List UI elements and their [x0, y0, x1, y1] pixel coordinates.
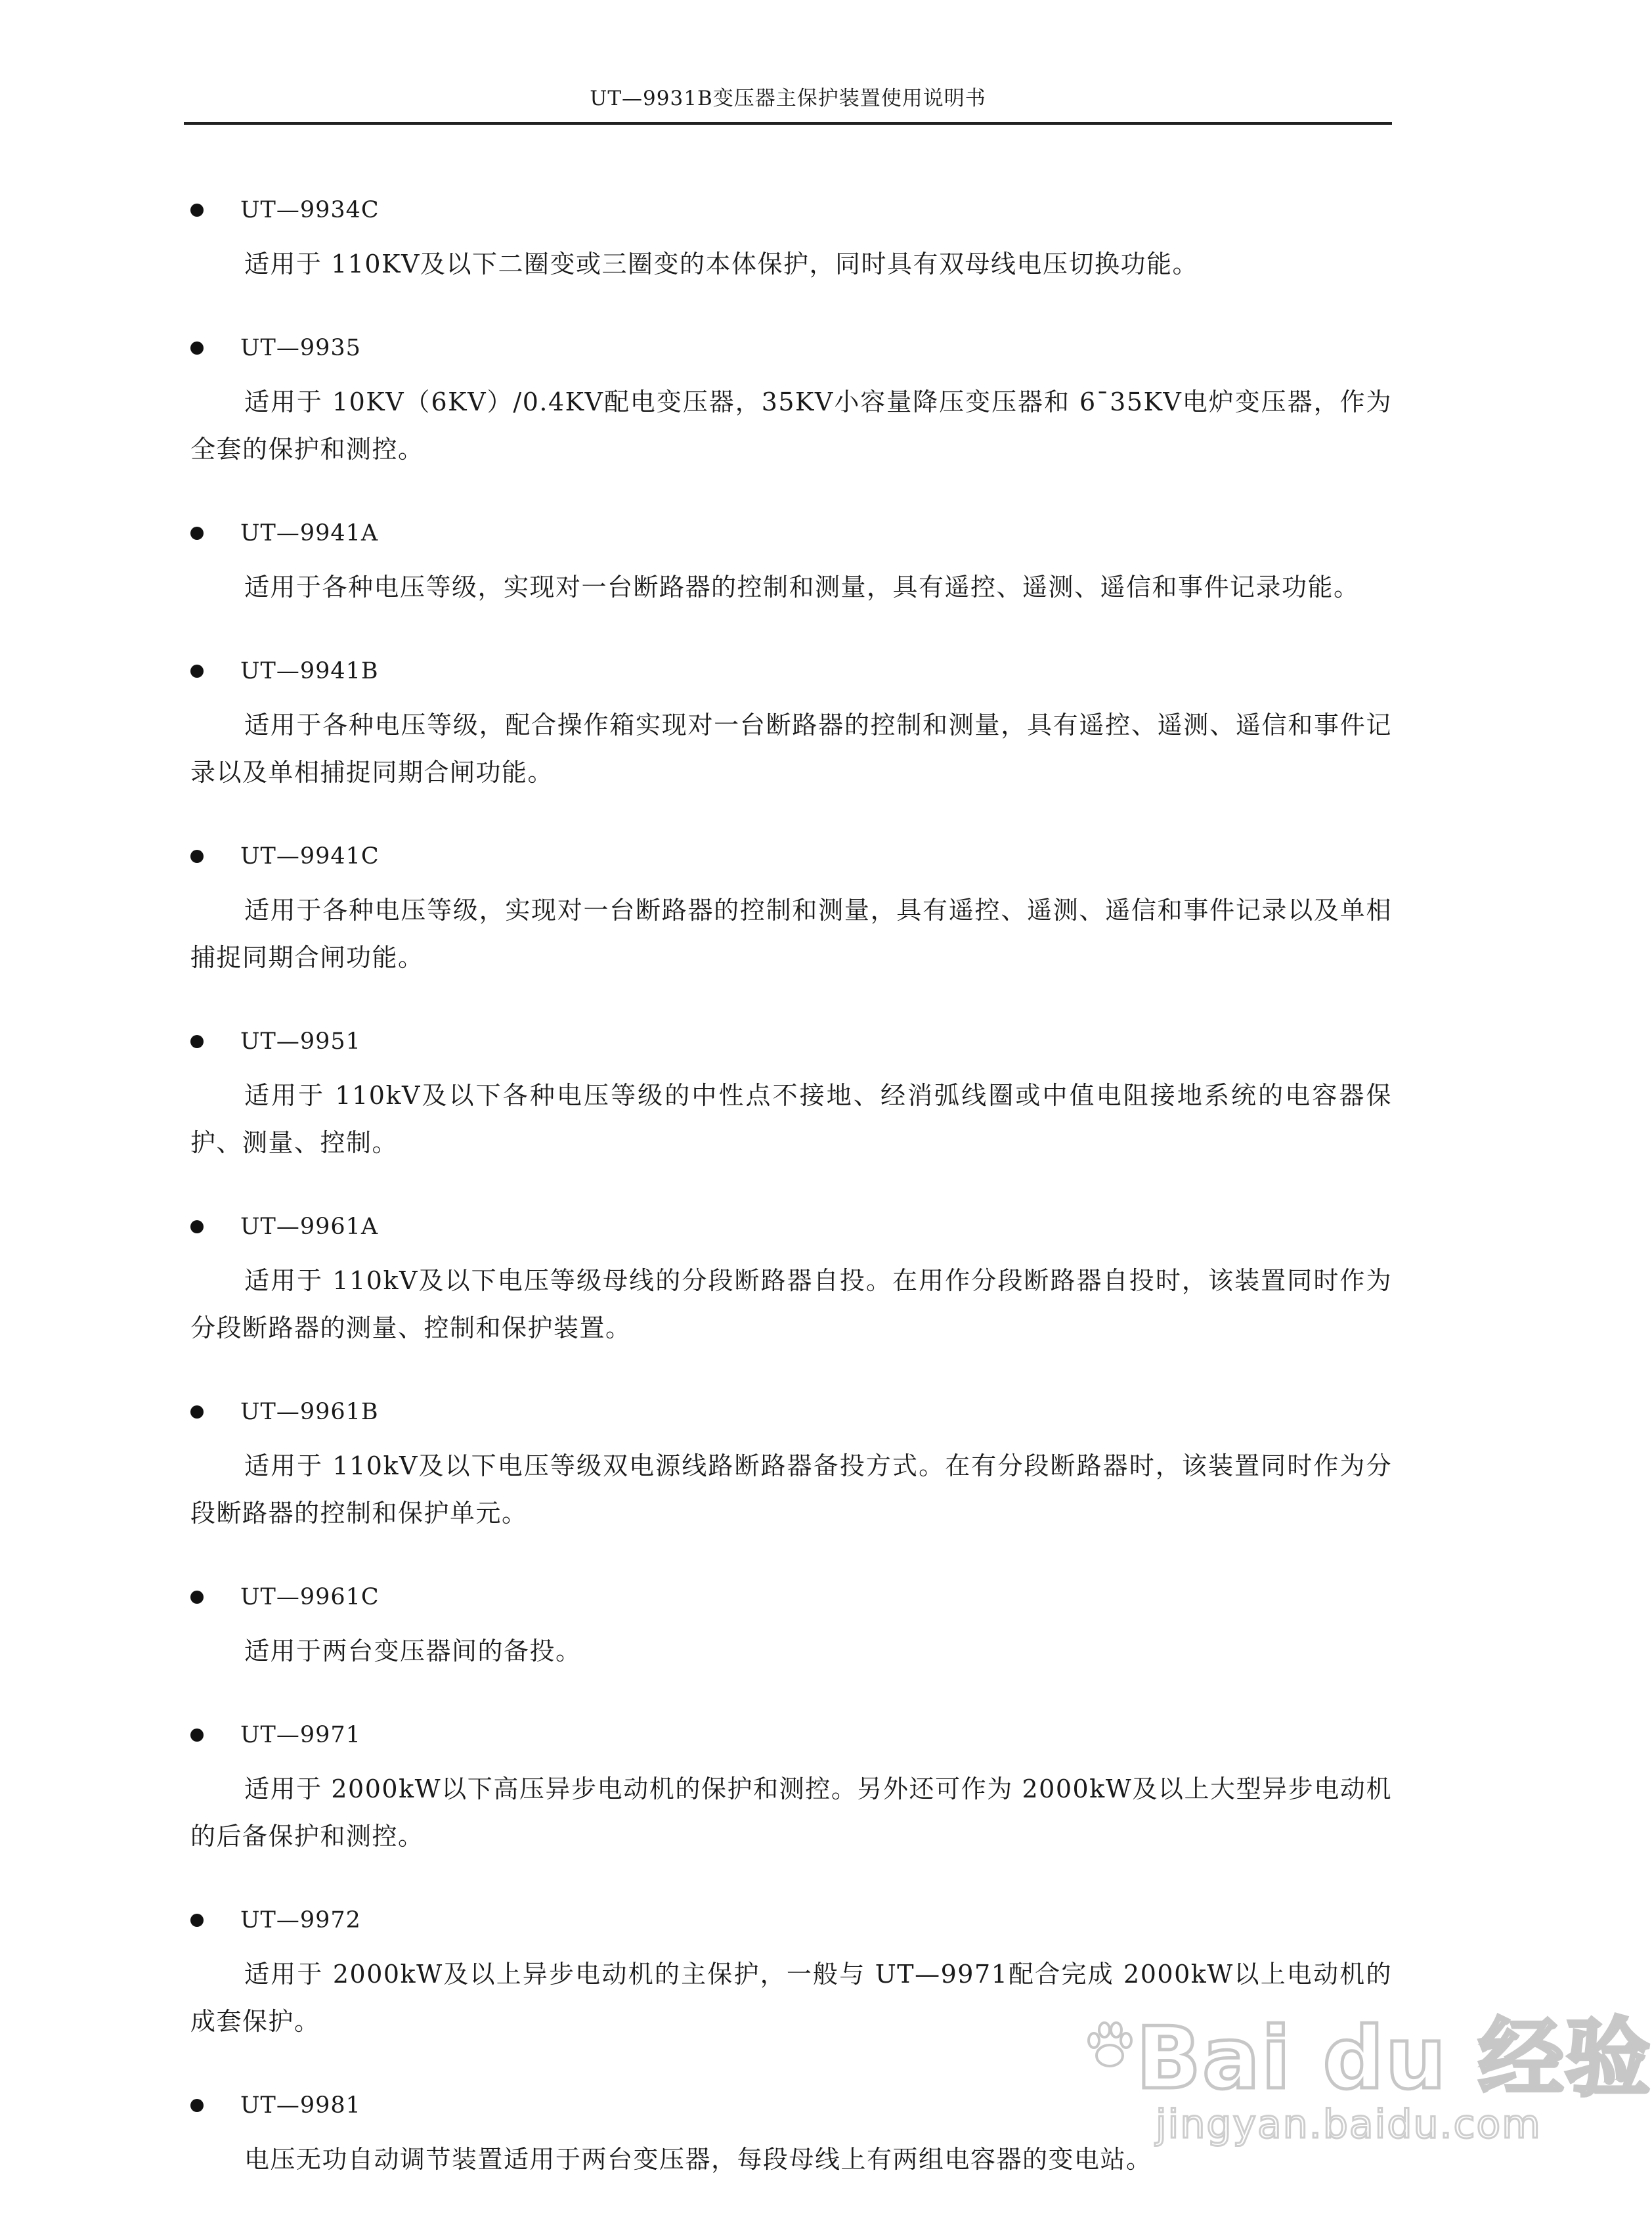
model-name: UT—9972	[240, 1907, 361, 1933]
model-name: UT—9935	[240, 335, 361, 361]
list-item	[190, 1579, 1392, 1675]
model-description: 适用于各种电压等级，配合操作箱实现对一台断路器的控制和测量，具有遥控、遥测、遥信和事件记录以及单相捕捉同期合闸功能。	[190, 711, 1392, 787]
model-name: UT—9934C	[240, 197, 380, 223]
model-name: UT—9961A	[240, 1214, 379, 1240]
model-name: UT—9961B	[240, 1399, 379, 1425]
watermark-brand: Bai du 经验	[1136, 2008, 1652, 2108]
model-name: UT—9941B	[240, 658, 379, 684]
baidu-watermark	[1077, 1983, 1652, 2154]
list-item	[190, 653, 1392, 796]
bullet-icon	[190, 527, 204, 540]
bullet-icon	[190, 2099, 204, 2112]
model-description: 适用于 110kV及以下各种电压等级的中性点不接地、经消弧线圈或中值电阻接地系统的电容器保护、测量、控制。	[190, 1081, 1392, 1157]
list-item	[190, 1717, 1392, 1860]
model-description: 适用于 2000kW及以上异步电动机的主保护，一般与 UT—9971配合完成 2000kW以上电动机的成套保护。	[190, 1960, 1392, 2036]
model-name: UT—9961C	[240, 1584, 380, 1610]
model-description: 适用于两台变压器间的备投。	[244, 1637, 582, 1665]
model-description: 适用于 110KV及以下二圈变或三圈变的本体保护，同时具有双母线电压切换功能。	[244, 250, 1198, 278]
bullet-icon	[190, 1220, 204, 1233]
bullet-icon	[190, 1729, 204, 1742]
model-description: 电压无功自动调节装置适用于两台变压器，每段母线上有两组电容器的变电站。	[244, 2145, 1152, 2174]
model-description: 适用于 110kV及以下电压等级母线的分段断路器自投。在用作分段断路器自投时，该装置同时作为分段断路器的测量、控制和保护装置。	[190, 1266, 1392, 1342]
model-name: UT—9981	[240, 2092, 361, 2119]
list-item	[190, 1208, 1392, 1352]
bullet-icon	[190, 1035, 204, 1048]
list-item	[190, 1394, 1392, 1537]
model-name: UT—9971	[240, 1722, 361, 1748]
model-name: UT—9941A	[240, 520, 379, 546]
model-description: 适用于各种电压等级，实现对一台断路器的控制和测量，具有遥控、遥测、遥信和事件记录以及单相捕捉同期合闸功能。	[190, 896, 1392, 972]
model-description: 适用于 10KV（6KV）/0.4KV配电变压器，35KV小容量降压变压器和 6¯35KV电炉变压器，作为全套的保护和测控。	[190, 387, 1392, 464]
list-item	[190, 330, 1392, 473]
list-item	[190, 515, 1392, 611]
bullet-icon	[190, 665, 204, 678]
model-name: UT—9951	[240, 1028, 361, 1055]
header-title: UT—9931B变压器主保护装置使用说明书	[590, 87, 986, 110]
list-item	[190, 192, 1392, 288]
watermark-url: jingyan.baidu.com	[1156, 2102, 1542, 2148]
list-item	[190, 838, 1392, 981]
model-description: 适用于 2000kW以下高压异步电动机的保护和测控。另外还可作为 2000kW及以上大型异步电动机的后备保护和测控。	[190, 1774, 1392, 1851]
bullet-icon	[190, 1405, 204, 1419]
model-name: UT—9941C	[240, 843, 380, 870]
product-list	[190, 192, 1392, 2225]
paw-icon	[1083, 2019, 1136, 2072]
model-description: 适用于 110kV及以下电压等级双电源线路断路器备投方式。在有分段断路器时，该装置同时作为分段断路器的控制和保护单元。	[190, 1451, 1392, 1528]
document-header	[184, 85, 1392, 125]
bullet-icon	[190, 850, 204, 863]
bullet-icon	[190, 1591, 204, 1604]
bullet-icon	[190, 341, 204, 355]
bullet-icon	[190, 204, 204, 217]
model-description: 适用于各种电压等级，实现对一台断路器的控制和测量，具有遥控、遥测、遥信和事件记录功能。	[244, 573, 1360, 602]
list-item	[190, 1023, 1392, 1166]
bullet-icon	[190, 1914, 204, 1927]
